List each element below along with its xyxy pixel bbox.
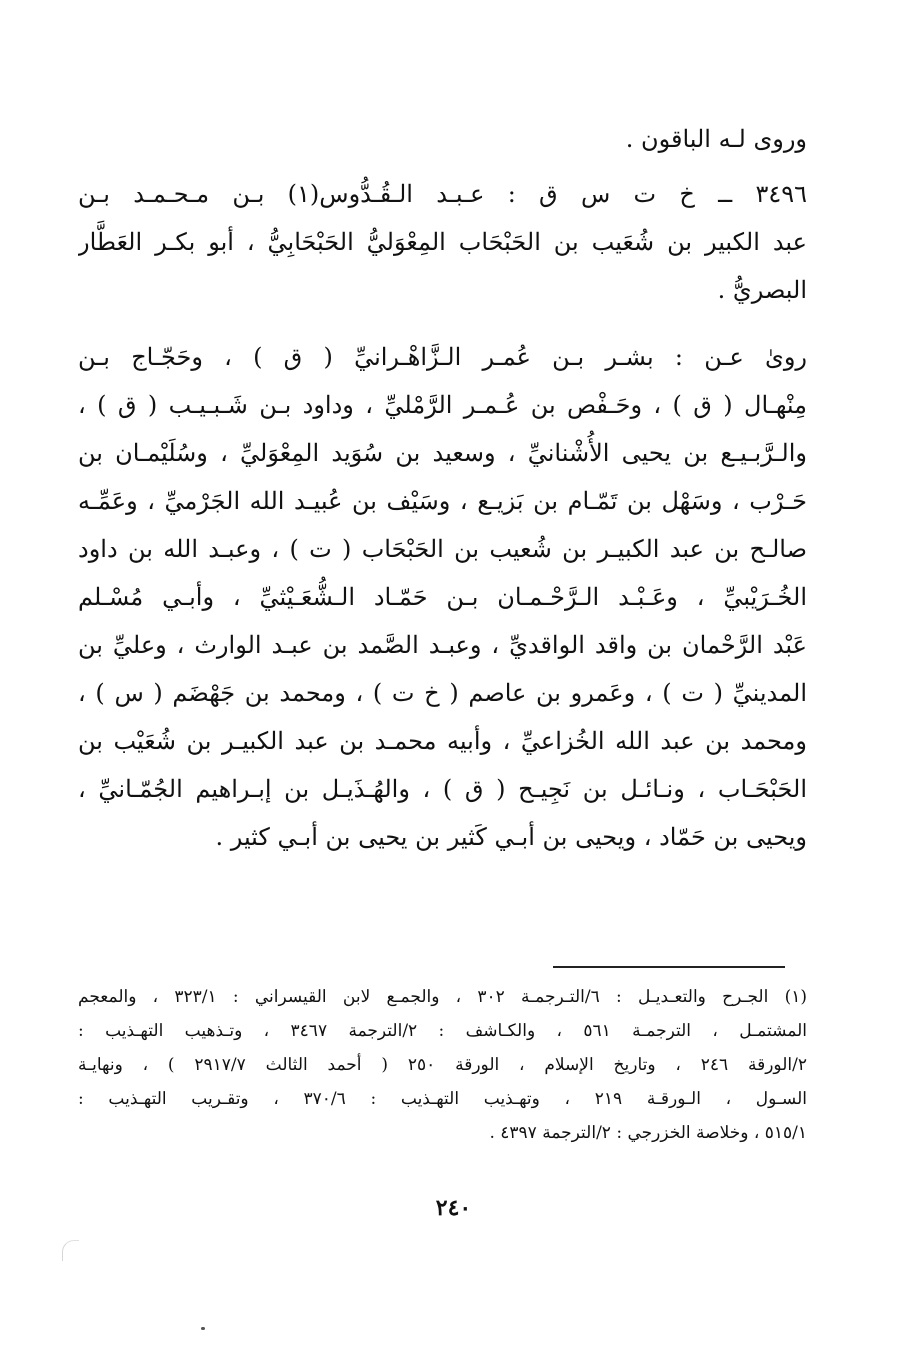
text-line: الخُـرَيْبيِّ ، وعَـبْـد الـرَّحْـمـان بـن حَمّـاد الـشُّعَـيْثيِّ ، وأبـي مُسْـلم — [78, 583, 807, 611]
footnote — [78, 980, 807, 1150]
text-line: عبد الكبير بن شُعَيب بن الحَبْحَاب المِعْوَليُّ الحَبْحَابِيُّ ، أبو بكـر العَطَّار — [78, 228, 807, 256]
text-line: مِنْهـال ( ق ) ، وحَـفْص بن عُـمـر الرَّمْليِّ ، وداود بـن شَـبـيـب ( ق ) ، — [78, 391, 807, 419]
entry-body-paragraph — [78, 333, 807, 861]
footnote-line: ٢/الورقة ٢٤٦ ، وتاريخ الإسلام ، الورقة ٢٥٠ ( أحمد الثالث ٢٩١٧/٧ ) ، ونهايـة — [78, 1055, 807, 1075]
text-line: وروى لـه الباقون . — [625, 125, 807, 153]
text-line: حَـرْب ، وسَهْل بن تَمّـام بن بَزيـع ، وسَيْف بن عُبيـد الله الجَرْميِّ ، وعَمِّـه — [78, 487, 807, 515]
text-line: روىٰ عـن : بشـر بـن عُمـر الـزَّاهْـرانيِّ ( ق ) ، وحَجّـاج بـن — [78, 343, 807, 371]
scan-smudge — [62, 1240, 79, 1261]
text-line: عَبْد الرَّحْمان بن واقد الواقديِّ ، وعبـد الصَّمد بن عبـد الوارث ، وعليِّ بن — [78, 631, 807, 659]
text-line: البصريُّ . — [717, 276, 807, 304]
footnote-line: (١) الجـرح والتعـديـل : ٦/التـرجمـة ٣٠٢ ، والجمـع لابن القيسراني : ٣٢٣/١ ، والمعجم — [78, 987, 807, 1007]
text-line: ويحيى بن حَمّاد ، ويحيى بن أبـي كَثير بن يحيى بن أبـي كثير . — [215, 823, 807, 851]
scan-speck — [201, 1327, 205, 1330]
text-line: الحَبْحَـاب ، ونـائـل بن نَجِيـح ( ق ) ، والهُـذَيـل بن إبـراهيم الجُمّـانيِّ ، — [78, 775, 807, 803]
text-line: ٣٤٩٦ ــ خ ت س ق : عـبـد الـقُـدُّوس(١) بـن مـحـمـد بـن — [78, 180, 807, 208]
footnote-separator — [553, 966, 785, 968]
text-line: ومحمد بن عبد الله الخُزاعيِّ ، وأبيه محمـد بن عبد الكبيـر بن شُعَيْب بن — [78, 727, 807, 755]
paragraph-narrators — [78, 115, 807, 163]
text-line: المدينيِّ ( ت ) ، وعَمرو بن عاصم ( خ ت ) ، ومحمد بن جَهْضَم ( س ) ، — [78, 679, 807, 707]
text-line: والـرَّبـيـع بن يحيى الأُشْنانيِّ ، وسعيد بن سُوَيد المِعْوَليِّ ، وسُلَيْمـان بن — [78, 439, 807, 467]
footnote-line: السـول ، الـورقـة ٢١٩ ، وتهـذيب التهـذيب : ٣٧٠/٦ ، وتقـريب التهـذيب : — [78, 1089, 807, 1109]
page-number: ٢٤٠ — [435, 1195, 472, 1221]
footnote-line: ٥١٥/١ ، وخلاصة الخزرجي : ٢/الترجمة ٤٣٩٧ . — [489, 1123, 807, 1143]
text-line: صالـح بن عبد الكبيـر بن شُعيب بن الحَبْحَاب ( ت ) ، وعبـد الله بن داود — [78, 535, 807, 563]
entry-heading-paragraph — [78, 170, 807, 314]
footnote-line: المشتمـل ، الترجمـة ٥٦١ ، والكـاشف : ٢/الترجمة ٣٤٦٧ ، وتـذهيب التهـذيب : — [78, 1021, 807, 1041]
